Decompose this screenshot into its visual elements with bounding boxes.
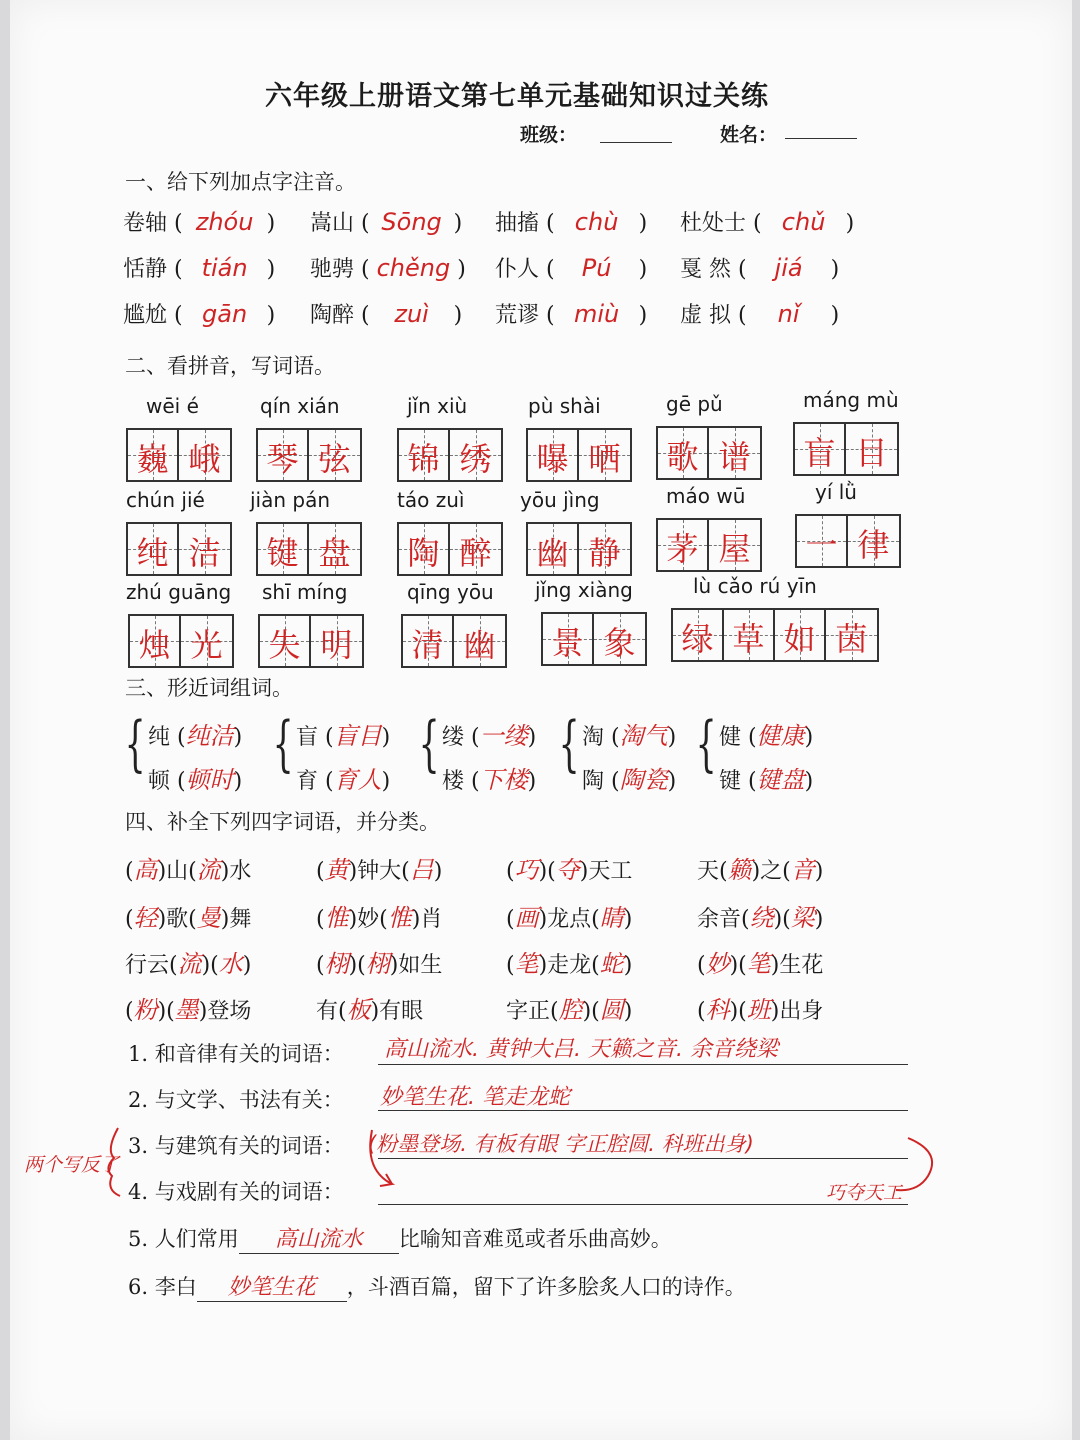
grid-cell[interactable]	[724, 610, 775, 660]
pinyin-answer: nǐ	[777, 300, 800, 328]
idiom-text: )水	[220, 859, 252, 884]
idiom-answer: 水	[218, 950, 243, 978]
grid-cell[interactable]	[594, 614, 645, 664]
idiom-answer: 栩	[324, 950, 349, 978]
grid-cell[interactable]	[795, 424, 846, 474]
pinyin-item: 虚 拟 ( nǐ )	[680, 300, 840, 328]
pinyin-answer: miù	[573, 300, 620, 328]
writing-grid	[671, 608, 879, 662]
answer-1: 高山流水. 黄钟大吕. 天籁之音. 余音绕梁	[384, 1037, 778, 1062]
grid-cell[interactable]	[709, 520, 760, 570]
pinyin-word: 仆人	[495, 257, 540, 282]
handwritten-char: 光	[190, 626, 223, 664]
idiom-answer: 轻	[133, 904, 158, 932]
idiom-text: )(	[538, 859, 556, 884]
similar-answer: 陶瓷	[619, 766, 668, 794]
similar-answer: 纯洁	[185, 722, 234, 750]
grid-cell[interactable]	[179, 524, 230, 574]
writing-grid	[258, 614, 364, 668]
similar-char: 楼	[442, 769, 465, 794]
idiom-answer: 板	[346, 996, 371, 1024]
idiom-text: )出身	[770, 999, 824, 1024]
idiom-text: )有眼	[370, 999, 424, 1024]
grid-cell[interactable]	[826, 610, 877, 660]
writing-grid	[541, 612, 647, 666]
idiom-text: (	[697, 953, 706, 978]
idiom-answer: 惟	[324, 904, 349, 932]
handwritten-char: 醉	[459, 534, 492, 572]
similar-char: 育	[296, 769, 319, 794]
pinyin-item: 恬静 ( tián )	[123, 254, 276, 282]
writing-grid	[256, 522, 362, 576]
idiom-answer: 梁	[790, 904, 815, 932]
similar-char: 顿	[148, 769, 171, 794]
handwritten-char: 烛	[138, 626, 171, 664]
grid-cell[interactable]	[579, 430, 630, 480]
handwritten-char: 目	[855, 434, 888, 472]
section1-heading: 一、给下列加点字注音。	[125, 170, 356, 194]
handwritten-char: 幽	[463, 626, 496, 664]
section3-heading: 三、形近词组词。	[125, 676, 293, 700]
similar-char: 缕	[442, 725, 465, 750]
handwritten-char: 草	[732, 620, 765, 658]
similar-char-item: 键 (键盘)	[719, 766, 814, 794]
writing-grid	[526, 522, 632, 576]
idiom-text: )(	[729, 953, 747, 978]
similar-char: 键	[719, 769, 742, 794]
idiom-answer: 流	[177, 950, 202, 978]
idiom-answer: 流	[196, 856, 221, 884]
handwritten-char: 锦	[407, 440, 440, 478]
q5-suffix: 比喻知音难觅或者乐曲高妙。	[398, 1227, 672, 1251]
section2-heading: 二、看拼音，写词语。	[125, 354, 335, 378]
section4-heading: 四、补全下列四字词语，并分类。	[125, 810, 440, 834]
grid-cell[interactable]	[311, 616, 362, 666]
idiom-text: )生花	[770, 953, 824, 978]
pinyin-label: jiàn pán	[250, 488, 331, 512]
answer-6: 妙笔生花	[227, 1275, 316, 1300]
idiom-answer: 高	[133, 856, 158, 884]
question-2: 2. 与文学、书法有关：	[128, 1088, 344, 1112]
grid-cell[interactable]	[309, 524, 360, 574]
grid-cell[interactable]	[181, 616, 232, 666]
idiom-answer: 音	[790, 856, 815, 884]
idiom-text: )	[623, 907, 633, 932]
handwritten-char: 键	[266, 534, 299, 572]
grid-cell[interactable]	[260, 616, 311, 666]
similar-char-item: 纯 (纯洁)	[148, 722, 243, 750]
idiom-text: )(	[582, 999, 600, 1024]
pinyin-answer: chù	[574, 208, 619, 236]
grid-cell[interactable]	[709, 428, 760, 478]
writing-grid	[126, 522, 232, 576]
pinyin-label: yōu jìng	[520, 488, 600, 512]
idiom-text: )(	[157, 999, 175, 1024]
idiom-text: (	[506, 953, 515, 978]
writing-grid	[128, 614, 234, 668]
similar-char-item: 育 (育人)	[296, 766, 391, 794]
similar-char: 盲	[296, 725, 319, 750]
handwritten-char: 象	[603, 624, 636, 662]
idiom-text: )肖	[411, 907, 443, 932]
similar-answer: 下楼	[479, 766, 528, 794]
idiom-text: )龙点(	[538, 907, 600, 932]
handwritten-char: 琴	[266, 440, 299, 478]
grid-cell[interactable]	[797, 516, 848, 566]
pinyin-word: 嵩山	[310, 211, 355, 236]
idiom-text: 行云(	[125, 953, 178, 978]
idiom-text: (	[125, 907, 134, 932]
handwritten-char: 景	[551, 624, 584, 662]
handwritten-char: 晒	[588, 440, 621, 478]
q6-blank	[197, 1270, 347, 1302]
pinyin-item: 尴尬 ( gān )	[123, 300, 276, 328]
idiom-text: (	[316, 953, 325, 978]
handwritten-char: 峨	[188, 440, 221, 478]
idiom-text: 字正(	[506, 999, 559, 1024]
q6-prefix: 6. 李白	[128, 1275, 197, 1299]
similar-answer: 键盘	[756, 766, 805, 794]
idiom-answer: 腔	[558, 996, 583, 1024]
pinyin-answer: Pú	[581, 254, 612, 282]
similar-answer: 盲目	[333, 722, 382, 750]
brace-mark: {	[695, 709, 717, 779]
grid-cell[interactable]	[179, 430, 230, 480]
handwritten-char: 律	[857, 526, 890, 564]
grid-cell[interactable]	[528, 524, 579, 574]
idiom-text: )之(	[751, 859, 791, 884]
pinyin-item: 驰骋 ( chěng )	[310, 254, 466, 282]
pinyin-item: 嵩山 ( Sōng )	[310, 208, 463, 236]
grid-cell[interactable]	[848, 516, 899, 566]
idiom-answer: 科	[705, 996, 730, 1024]
idiom-answer: 籁	[727, 856, 752, 884]
q5-prefix: 5. 人们常用	[128, 1227, 239, 1251]
idiom-text: )山(	[157, 859, 197, 884]
idiom-text: )登场	[198, 999, 252, 1024]
idiom-answer: 妙	[705, 950, 730, 978]
handwritten-char: 陶	[407, 534, 440, 572]
idiom-answer: 圆	[599, 996, 624, 1024]
q6-suffix: ，斗酒百篇，留下了许多脍炙人口的诗作。	[346, 1275, 746, 1299]
similar-answer: 一缕	[479, 722, 528, 750]
similar-char: 陶	[582, 769, 605, 794]
grid-cell[interactable]	[450, 524, 501, 574]
similar-char: 淘	[582, 725, 605, 750]
handwritten-char: 茅	[666, 530, 699, 568]
pinyin-label: máng mù	[803, 388, 899, 412]
handwritten-char: 明	[320, 626, 353, 664]
grid-cell[interactable]	[579, 524, 630, 574]
idiom-answer: 惟	[387, 904, 412, 932]
idiom-text: )走龙(	[538, 953, 600, 978]
idiom-text: )	[242, 953, 252, 978]
pinyin-word: 虚 拟	[680, 303, 731, 328]
handwritten-char: 盲	[803, 434, 836, 472]
pinyin-label: yí lǜ	[815, 480, 857, 504]
pinyin-item: 抽搐 ( chù )	[495, 208, 648, 236]
brace-mark: {	[124, 709, 146, 779]
idiom-answer: 蛇	[599, 950, 624, 978]
handwritten-char: 屋	[718, 530, 751, 568]
idiom-answer: 黄	[324, 856, 349, 884]
pinyin-label: máo wū	[666, 484, 746, 508]
handwritten-char: 幽	[536, 534, 569, 572]
pinyin-answer: jiá	[774, 254, 803, 282]
similar-char-item: 淘 (淘气)	[582, 722, 677, 750]
pinyin-answer: zuì	[394, 300, 429, 328]
grid-cell[interactable]	[399, 430, 450, 480]
idiom-answer: 曼	[196, 904, 221, 932]
idiom-text: )如生	[389, 953, 443, 978]
idiom-text: )歌(	[157, 907, 197, 932]
idiom-answer: 墨	[174, 996, 199, 1024]
pinyin-answer: chěng	[376, 254, 451, 282]
pinyin-item: 杜处士 ( chǔ )	[680, 208, 855, 236]
idiom-answer: 粉	[133, 996, 158, 1024]
pinyin-word: 戛 然	[680, 257, 731, 282]
idiom-text: (	[506, 859, 515, 884]
idiom-text: 余音(	[697, 907, 750, 932]
brace-mark: {	[558, 709, 580, 779]
pinyin-item: 陶醉 ( zuì )	[310, 300, 463, 328]
idiom-answer: 绕	[749, 904, 774, 932]
grid-cell[interactable]	[403, 616, 454, 666]
pinyin-word: 尴尬	[123, 303, 168, 328]
pinyin-item: 仆人 ( Pú )	[495, 254, 648, 282]
pinyin-word: 抽搐	[495, 211, 540, 236]
grid-cell[interactable]	[658, 520, 709, 570]
pinyin-answer: gān	[202, 300, 248, 328]
similar-answer: 淘气	[619, 722, 668, 750]
writing-grid	[126, 428, 232, 482]
handwritten-char: 如	[783, 620, 816, 658]
writing-grid	[397, 428, 503, 482]
similar-answer: 顿时	[185, 766, 234, 794]
similar-char: 纯	[148, 725, 171, 750]
grid-cell[interactable]	[454, 616, 505, 666]
pinyin-label: gē pǔ	[666, 392, 723, 416]
answer-2: 妙笔生花. 笔走龙蛇	[380, 1085, 570, 1110]
brace-mark: {	[418, 709, 440, 779]
idiom-text: )(	[773, 907, 791, 932]
idiom-answer: 笔	[746, 950, 771, 978]
writing-grid	[397, 522, 503, 576]
handwritten-char: 纯	[136, 534, 169, 572]
name-label: 姓名：	[720, 124, 778, 146]
question-5	[128, 1222, 672, 1254]
idiom-answer: 班	[746, 996, 771, 1024]
pinyin-label: lù cǎo rú yīn	[693, 574, 817, 598]
q5-blank	[239, 1222, 399, 1254]
grid-cell[interactable]	[130, 616, 181, 666]
idiom-text: (	[316, 859, 325, 884]
similar-answer: 育人	[333, 766, 382, 794]
idiom-answer: 吕	[409, 856, 434, 884]
idiom-text: )	[814, 859, 824, 884]
idiom-text: )天工	[579, 859, 633, 884]
grid-cell[interactable]	[128, 430, 179, 480]
grid-cell[interactable]	[673, 610, 724, 660]
handwritten-char: 盘	[318, 534, 351, 572]
pinyin-answer: chǔ	[781, 208, 826, 236]
grid-cell[interactable]	[399, 524, 450, 574]
similar-answer: 健康	[756, 722, 805, 750]
idiom-text: )(	[201, 953, 219, 978]
handwritten-char: 歌	[666, 438, 699, 476]
idiom-text: 天(	[697, 859, 728, 884]
idiom-text: )钟大(	[348, 859, 410, 884]
similar-char-item: 盲 (盲目)	[296, 722, 391, 750]
idiom-text: )(	[348, 953, 366, 978]
similar-char: 健	[719, 725, 742, 750]
pinyin-label: chún jié	[126, 488, 205, 512]
idiom-text: )	[433, 859, 443, 884]
handwritten-char: 谱	[718, 438, 751, 476]
grid-cell[interactable]	[258, 430, 309, 480]
idiom-answer: 睛	[599, 904, 624, 932]
side-note: 两个写反了	[24, 1154, 120, 1176]
handwritten-char: 静	[588, 534, 621, 572]
grid-cell[interactable]	[658, 428, 709, 478]
grid-cell[interactable]	[528, 430, 579, 480]
idiom-text: (	[697, 999, 706, 1024]
pinyin-label: shī míng	[262, 580, 348, 604]
idiom-text: )(	[729, 999, 747, 1024]
pinyin-answer: Sōng	[381, 208, 442, 236]
writing-grid	[256, 428, 362, 482]
question-4: 4. 与戏剧有关的词语：	[128, 1180, 344, 1204]
question-1: 1. 和音律有关的词语：	[128, 1042, 344, 1066]
idiom-answer: 栩	[365, 950, 390, 978]
class-label: 班级：	[520, 124, 578, 146]
idiom-text: (	[316, 907, 325, 932]
handwritten-char: 绿	[681, 620, 714, 658]
answer-4: 巧夺天工	[826, 1182, 903, 1204]
pinyin-item: 戛 然 ( jiá )	[680, 254, 840, 282]
handwritten-char: 失	[268, 626, 301, 664]
writing-grid	[656, 518, 762, 572]
question-3: 3. 与建筑有关的词语：	[128, 1134, 344, 1158]
idiom-text: )舞	[220, 907, 252, 932]
grid-cell[interactable]	[128, 524, 179, 574]
handwritten-char: 一	[805, 526, 838, 564]
pinyin-label: qín xián	[260, 394, 340, 418]
page-title: 六年级上册语文第七单元基础知识过关练	[265, 81, 769, 112]
similar-char-item: 陶 (陶瓷)	[582, 766, 677, 794]
pinyin-answer: tián	[201, 254, 248, 282]
grid-cell[interactable]	[258, 524, 309, 574]
pinyin-word: 卷轴	[123, 211, 168, 236]
writing-grid	[401, 614, 507, 668]
idiom-text: )	[623, 999, 633, 1024]
writing-grid	[793, 422, 899, 476]
question-6	[128, 1270, 746, 1302]
similar-char-item: 健 (健康)	[719, 722, 814, 750]
similar-char-item: 楼 (下楼)	[442, 766, 537, 794]
idiom-answer: 笔	[514, 950, 539, 978]
idiom-text: )妙(	[348, 907, 388, 932]
pinyin-word: 杜处士	[680, 211, 747, 236]
writing-grid	[526, 428, 632, 482]
handwritten-char: 巍	[136, 440, 169, 478]
answer-5: 高山流水	[274, 1227, 363, 1252]
grid-cell[interactable]	[543, 614, 594, 664]
handwritten-char: 弦	[318, 440, 351, 478]
pinyin-label: jǐn xiù	[407, 394, 468, 418]
pinyin-label: wēi é	[146, 394, 199, 418]
writing-grid	[795, 514, 901, 568]
handwritten-char: 茵	[835, 620, 868, 658]
idiom-text: )	[623, 953, 633, 978]
pinyin-label: qīng yōu	[407, 580, 494, 604]
grid-cell[interactable]	[775, 610, 826, 660]
similar-char-item: 顿 (顿时)	[148, 766, 243, 794]
idiom-text: 有(	[316, 999, 347, 1024]
pinyin-item: 荒谬 ( miù )	[495, 300, 648, 328]
idiom-text: )	[814, 907, 824, 932]
handwritten-char: 清	[411, 626, 444, 664]
pinyin-answer: zhóu	[195, 208, 254, 236]
pinyin-label: táo zuì	[397, 488, 465, 512]
pinyin-word: 驰骋	[310, 257, 355, 282]
grid-cell[interactable]	[309, 430, 360, 480]
handwritten-char: 曝	[536, 440, 569, 478]
writing-grid	[656, 426, 762, 480]
pinyin-label: pù shài	[528, 394, 601, 418]
pinyin-word: 荒谬	[495, 303, 540, 328]
idiom-answer: 巧	[514, 856, 539, 884]
pinyin-label: zhú guāng	[126, 580, 232, 604]
idiom-text: (	[506, 907, 515, 932]
pinyin-label: jǐng xiàng	[535, 578, 633, 602]
pinyin-word: 陶醉	[310, 303, 355, 328]
pinyin-item: 卷轴 ( zhóu )	[123, 208, 276, 236]
idiom-text: (	[125, 859, 134, 884]
idiom-text: (	[125, 999, 134, 1024]
brace-mark: {	[272, 709, 294, 779]
grid-cell[interactable]	[846, 424, 897, 474]
similar-char-item: 缕 (一缕)	[442, 722, 537, 750]
idiom-answer: 夺	[555, 856, 580, 884]
answer-3: (粉墨登场. 有板有眼 字正腔圆. 科班出身)	[368, 1132, 754, 1156]
grid-cell[interactable]	[450, 430, 501, 480]
idiom-answer: 画	[514, 904, 539, 932]
pinyin-word: 恬静	[123, 257, 168, 282]
handwritten-char: 洁	[188, 534, 221, 572]
handwritten-char: 绣	[459, 440, 492, 478]
